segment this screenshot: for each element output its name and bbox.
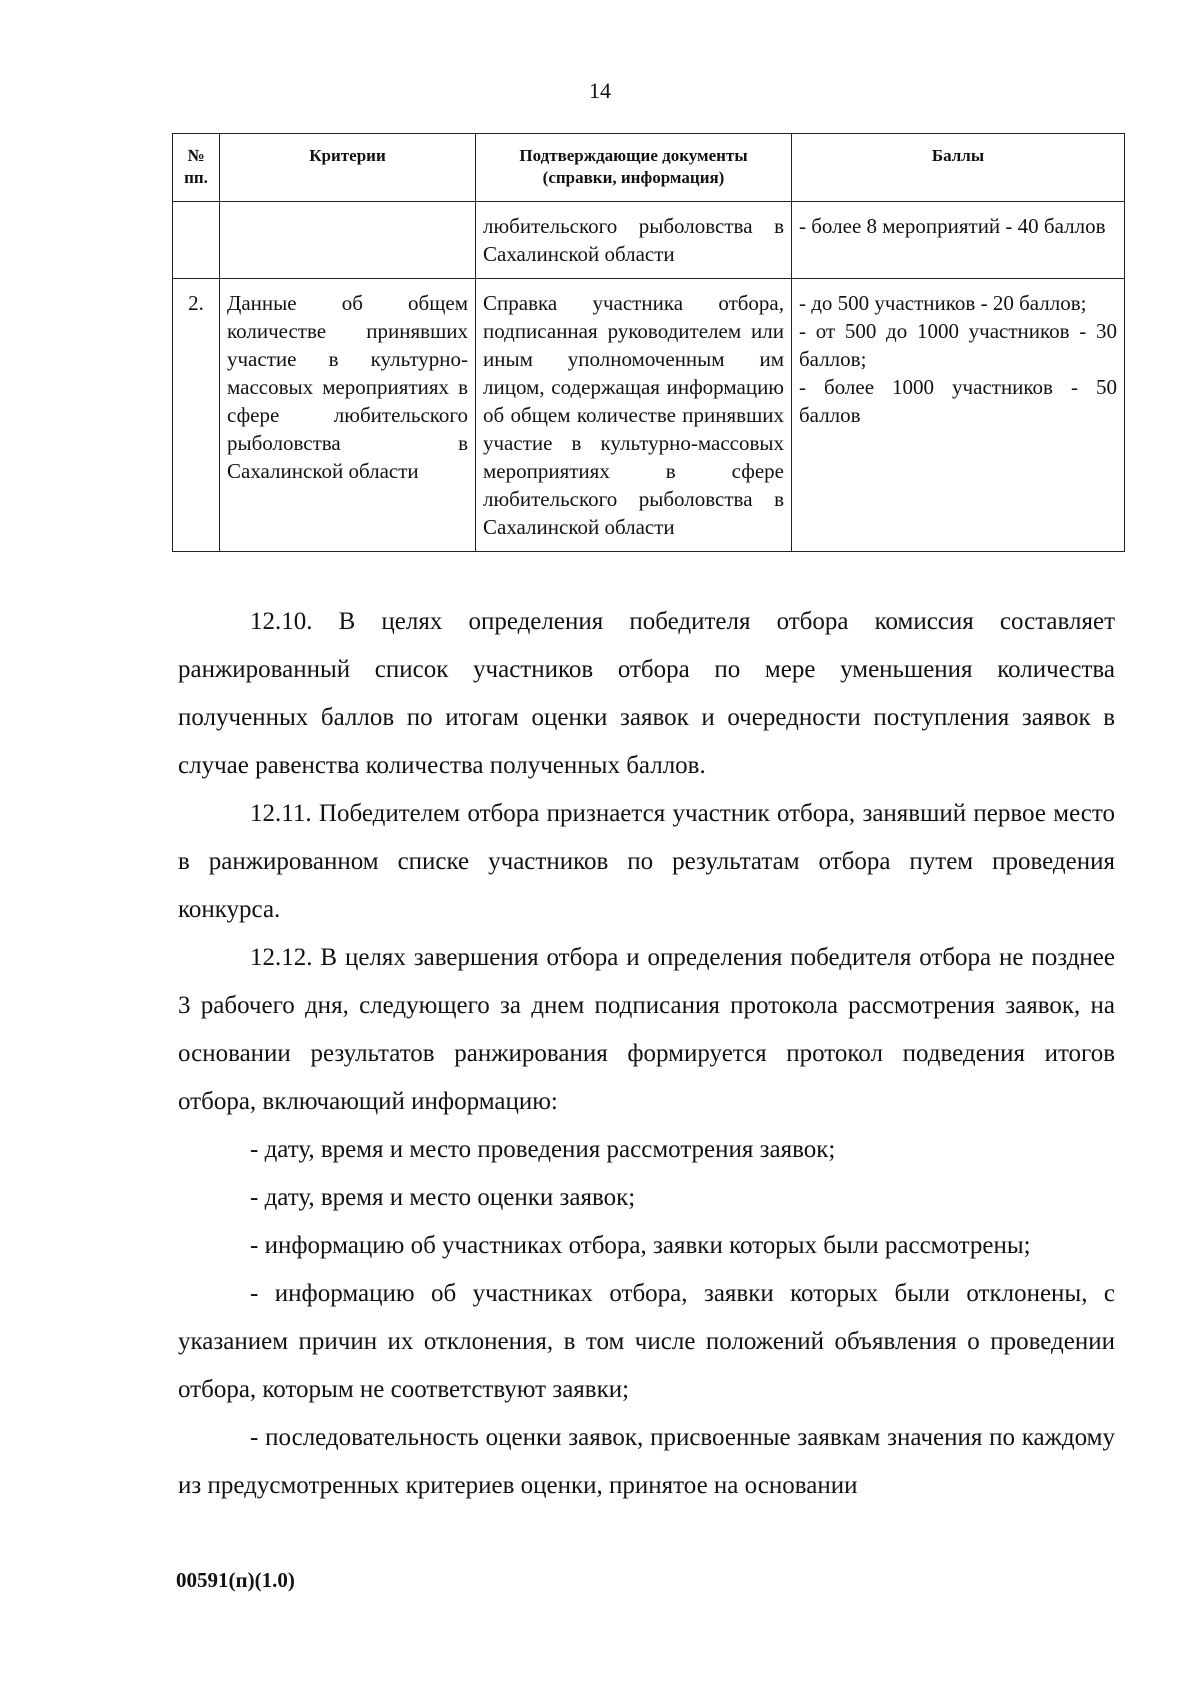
points-line: - до 500 участников - 20 баллов; <box>799 291 1087 315</box>
paragraph-12-10: 12.10. В целях определения победителя отбора комиссия составляет ранжированный список участников отбора по мере уменьшения количества полученных баллов по итогам оценки заявок и очередности поступления заявок в случае равенства количества полученных баллов. <box>178 608 1115 779</box>
row-num: 2. <box>173 279 220 552</box>
list-item: - дату, время и место проведения рассмотрения заявок; <box>250 1136 836 1163</box>
table-header-row <box>173 134 1125 202</box>
points-line: - от 500 до 1000 участников - 30 баллов; <box>799 319 1117 371</box>
list-item: - дату, время и место оценки заявок; <box>250 1184 636 1211</box>
points-line: - более 1000 участников - 50 баллов <box>799 375 1117 427</box>
paragraph-12-12: 12.12. В целях завершения отбора и определения победителя отбора не позднее 3 рабочего дня, следующего за днем подписания протокола рассмотрения заявок, на основании результатов ранжирования формируется протокол подведения итогов отбора, включающий информацию: <box>178 944 1115 1115</box>
row-documents: Справка участника отбора, подписанная руководителем или иным уполномоченным им лицом, содержащая информацию об общем количестве принявших участие в культурно-массовых мероприятиях в сфере любительского рыболовства в Сахалинской области <box>476 279 792 552</box>
row-criteria: Данные об общем количестве принявших участие в культурно-массовых мероприятиях в сфере любительского рыболовства в Сахалинской области <box>220 279 476 552</box>
row-criteria <box>220 202 476 279</box>
body-text <box>178 598 1115 1510</box>
paragraph-12-11: 12.11. Победителем отбора признается участник отбора, занявший первое место в ранжированном списке участников по результатам отбора путем проведения конкурса. <box>178 800 1115 923</box>
table-row <box>173 202 1125 279</box>
header-criteria: Критерии <box>220 134 476 202</box>
criteria-table <box>172 133 1125 552</box>
header-documents-line1: Подтверждающие документы <box>519 146 748 165</box>
row-points: - более 8 мероприятий - 40 баллов <box>792 202 1125 279</box>
row-documents: любительского рыболовства в Сахалинской области <box>476 202 792 279</box>
list-item: - последовательность оценки заявок, присвоенные заявкам значения по каждому из предусмотренных критериев оценки, принятое на основании <box>178 1424 1115 1499</box>
document-code: 00591(п)(1.0) <box>176 1568 295 1592</box>
table-row <box>173 279 1125 552</box>
list-item: - информацию об участниках отбора, заявки которых были отклонены, с указанием причин их отклонения, в том числе положений объявления о проведении отбора, которым не соответствуют заявки; <box>178 1280 1115 1403</box>
page-number: 14 <box>589 78 611 103</box>
header-documents-line2: (справки, информация) <box>542 168 725 187</box>
header-points: Баллы <box>792 134 1125 202</box>
row-num <box>173 202 220 279</box>
header-documents <box>476 134 792 202</box>
row-points <box>792 279 1125 552</box>
list-item: - информацию об участниках отбора, заявки которых были рассмотрены; <box>250 1232 1031 1259</box>
header-num: № пп. <box>173 134 220 202</box>
